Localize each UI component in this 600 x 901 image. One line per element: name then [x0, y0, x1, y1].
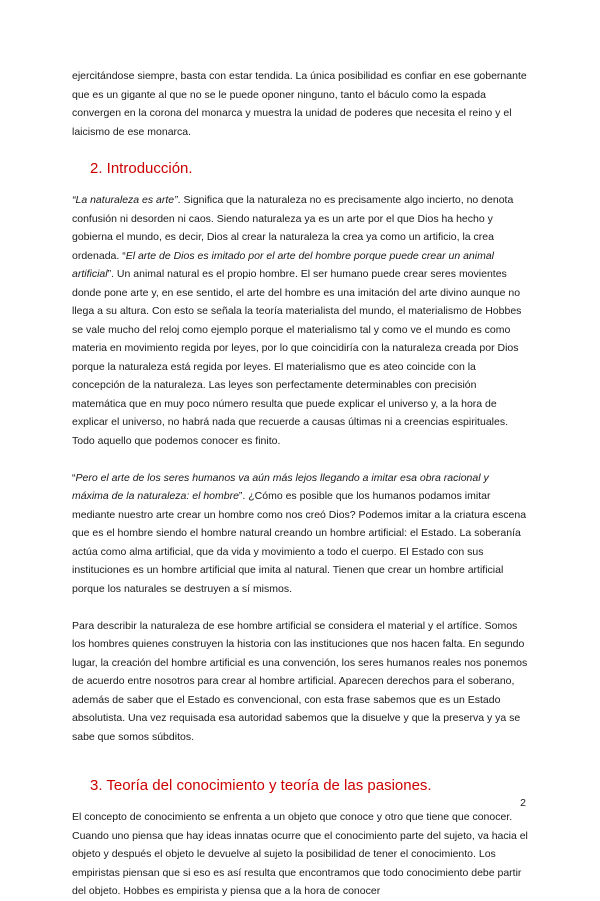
section-heading-introduccion: 2. Introducción. — [90, 160, 193, 177]
section-heading-teoria: 3. Teoría del conocimiento y teoría de las pasiones. — [90, 777, 432, 794]
paragraph-arte-humanos — [72, 469, 528, 599]
quote-naturaleza: “La naturaleza es arte” — [72, 194, 178, 206]
paragraph-naturaleza-arte — [72, 191, 528, 450]
quote-open: “ — [72, 471, 76, 484]
intro-paragraph: ejercitándose siempre, basta con estar tendida. La única posibilidad es confiar en ese gobernante que es un gigante al que no se le puede oponer ninguno, tanto el báculo como la espada convergen en la corona del monarca y muestra la unidad de poderes que necesita el reino y el laicismo de ese monarca. — [72, 70, 527, 138]
paragraph-hombre-artificial: Para describir la naturaleza de ese hombre artificial se considera el material y el artífice. Somos los hombres quienes construyen la historia con las instituciones que nos hacen falta. En segundo lugar, la creación del hombre artificial es una convención, los seres humanos reales nos ponemos de acuerdo entre nosotros para crear al hombre artificial. Aparecen derechos para el soberano, además de saber que el Estado es convencional, con esta frase sabemos que es un Estado absolutista. Una vez requisada esa autoridad sabemos que la disuelve y que la preserva y ya se sabe que somos súbditos. — [72, 619, 528, 743]
paragraph-text: ”. Un animal natural es el propio hombre. El ser humano puede crear seres movientes donde pone arte y, en ese sentido, el arte del hombre es una imitación del arte divino aunque no llega a su altura. Con esto se señala la teoría materialista del mundo, el materialismo de Hobbes se vale mucho del reloj como ejemplo porque el materialismo tal y como ve el mundo es como materia en movimiento regida por leyes, por lo que coincidiría con la naturaleza creada por Dios porque la naturaleza está regida por leyes. El materialismo que es ateo coincide con la concepción de la naturaleza. Las leyes son perfectamente determinables con precisión matemática que en muy poco número resulta que puede explicar el universo y, a la hora de explicar el universo, no habrá nada que recuerde a causas últimas ni a creencias espirituales. Todo aquello que podemos conocer es finito. — [72, 268, 522, 447]
paragraph-text: . Significa que la naturaleza no es precisamente algo incierto, no denota confusión ni desorden ni caos. Siendo naturaleza ya es un arte por el que Dios ha hecho y gobierna el mundo, es decir, Dios al crear la naturaleza la crea ya como un artificio, la crea ordenada. “ — [72, 194, 514, 262]
quote-arte-humanos: Pero el arte de los seres humanos va aún más lejos llegando a imitar esa obra racional y máxima de la naturaleza: el hombre — [72, 471, 489, 502]
paragraph-conocimiento: El concepto de conocimiento se enfrenta a un objeto que conoce y otro que tiene que conocer. Cuando uno piensa que hay ideas innatas ocurre que el conocimiento parte del sujeto, va hacia el objeto y después el objeto le devuelve al sujeto la posibilidad de tener el conocimiento. Los empiristas piensan que si eso es así resulta que encontramos que todo conocimiento debe partir del objeto. Hobbes es empirista y piensa que a la hora de conocer — [72, 811, 528, 897]
quote-arte-dios: El arte de Dios es imitado por el arte del hombre porque puede crear un animal artificial — [72, 249, 495, 280]
document-body — [72, 67, 528, 901]
paragraph-text: ”. ¿Cómo es posible que los humanos podamos imitar mediante nuestro arte crear un hombre como nos creó Dios? Podemos imitar a la criatura escena que es el hombre siendo el hombre natural creando un hombre artificial: el Estado. La soberanía actúa como alma artificial, que da vida y movimiento a todo el cuerpo. El Estado con sus instituciones es un hombre artificial que imita al natural. Tienen que crear un hombre artificial porque los naturales se destruyen a sí mismos. — [72, 490, 527, 595]
page-number: 2 — [520, 797, 526, 809]
